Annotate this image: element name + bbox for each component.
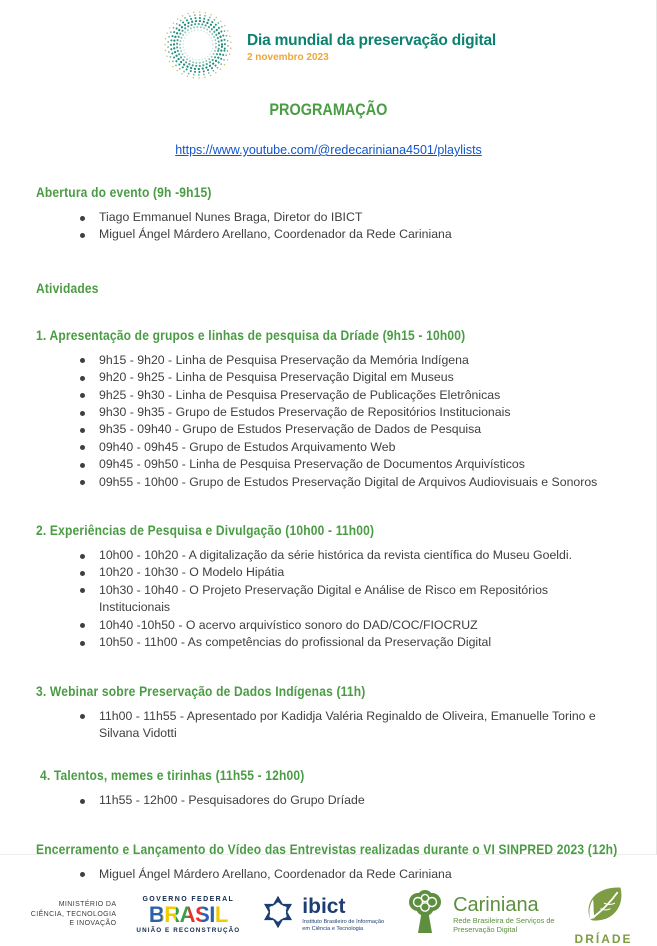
section-2 — [36, 522, 621, 651]
agenda-item: 9h15 - 9h20 - Linha de Pesquisa Preservação da Memória Indígena — [80, 352, 621, 369]
agenda-item: Tiago Emmanuel Nunes Braga, Diretor do IBICT — [80, 209, 621, 226]
agenda-item: Miguel Ángel Márdero Arellano, Coordenador da Rede Cariniana — [80, 866, 621, 883]
cariniana-logo — [404, 889, 554, 940]
section-heading: 1. Apresentação de grupos e linhas de pesquisa da Dríade (9h15 - 10h00) — [36, 326, 466, 343]
ibict-subtitle: em Ciência e Tecnologia — [302, 925, 364, 932]
section-heading: 2. Experiências de Pesquisa e Divulgação (10h00 - 11h00) — [36, 522, 375, 539]
agenda-item: 10h40 -10h50 - O acervo arquivístico sonoro do DAD/COC/FIOCRUZ — [80, 617, 621, 634]
agenda-item: 10h50 - 11h00 - As competências do profissional da Preservação Digital — [80, 634, 621, 651]
agenda-item: 10h00 - 10h20 - A digitalização da série histórica da revista científica do Museu Goeldi. — [80, 547, 621, 564]
section-closing — [36, 841, 621, 883]
agenda-list — [36, 547, 621, 651]
agenda-item: 11h55 - 12h00 - Pesquisadores do Grupo Dríade — [80, 792, 621, 809]
driade-leaf-icon — [582, 883, 626, 930]
ibict-star-icon — [260, 894, 296, 935]
brasil-wordmark: BRASIL — [148, 901, 228, 927]
ministry-line: MINISTÉRIO DA — [58, 901, 117, 909]
driade-logo — [575, 883, 633, 946]
section-1 — [36, 327, 621, 491]
agenda-item: 09h55 - 10h00 - Grupo de Estudos Preservação Digital de Arquivos Audiovisuais e Sonoros — [80, 474, 621, 491]
section-4 — [36, 767, 621, 809]
driade-wordmark: DRÍADE — [574, 932, 633, 946]
cariniana-tree-icon — [404, 889, 446, 940]
agenda-list — [36, 708, 621, 743]
ministry-line: CIÊNCIA, TECNOLOGIA — [30, 910, 117, 918]
playlist-link-row — [0, 143, 657, 157]
agenda-item: 9h25 - 9h30 - Linha de Pesquisa Preservação de Publicações Eletrônicas — [80, 387, 621, 404]
agenda-item: 9h20 - 9h25 - Linha de Pesquisa Preservação Digital em Museus — [80, 369, 621, 386]
program-body — [0, 157, 657, 883]
uniao-reconstrucao-label: UNIÃO E RECONSTRUÇÃO — [136, 926, 241, 934]
agenda-item: 11h00 - 11h55 - Apresentado por Kadidja Valéria Reginaldo de Oliveira, Emanuelle Torino e Silvana Vidotti — [80, 708, 621, 743]
section-heading: 4. Talentos, memes e tirinhas (11h55 - 12h00) — [40, 767, 305, 784]
governo-federal-label: GOVERNO FEDERAL — [142, 895, 235, 903]
activities-heading: Atividades — [36, 279, 99, 296]
program-heading: PROGRAMAÇÃO — [269, 100, 388, 119]
section-heading: 3. Webinar sobre Preservação de Dados Indígenas (11h) — [36, 682, 366, 699]
cariniana-wordmark: Cariniana — [453, 894, 539, 917]
agenda-item: 9h30 - 9h35 - Grupo de Estudos Preservação de Repositórios Institucionais — [80, 404, 621, 421]
page-header — [0, 0, 657, 86]
agenda-item: Miguel Ángel Márdero Arellano, Coordenador da Rede Cariniana — [80, 226, 621, 243]
agenda-item: 10h30 - 10h40 - O Projeto Preservação Digital e Análise de Risco em Repositórios Institucionais — [80, 582, 621, 617]
youtube-playlist-link[interactable]: https://www.youtube.com/@redecariniana4501/playlists — [175, 143, 482, 157]
section-3 — [36, 683, 621, 743]
agenda-item: 10h20 - 10h30 - O Modelo Hipátia — [80, 564, 621, 581]
ibict-subtitle: Instituto Brasileiro de Informação — [302, 918, 385, 925]
agenda-item: 9h35 - 09h40 - Grupo de Estudos Preservação de Dados de Pesquisa — [80, 421, 621, 438]
agenda-list — [36, 209, 621, 244]
agenda-list — [36, 352, 621, 491]
agenda-list — [36, 866, 621, 883]
agenda-item: 09h45 - 09h50 - Linha de Pesquisa Preservação de Documentos Arquivísticos — [80, 456, 621, 473]
section-heading: Encerramento e Lançamento do Vídeo das Entrevistas realizadas durante o VI SINPRED 2023 (12h) — [36, 840, 618, 857]
event-date: 2 novembro 2023 — [246, 51, 329, 63]
ibict-logo — [260, 894, 384, 935]
governo-federal-logo — [136, 896, 240, 934]
ibict-wordmark: ibict — [302, 894, 346, 918]
cariniana-subtitle: Preservação Digital — [453, 924, 518, 934]
partner-logos-footer — [0, 883, 657, 946]
cariniana-subtitle: Rede Brasileira de Serviços de — [453, 916, 555, 926]
ministry-logo — [24, 900, 116, 929]
agenda-item: 09h40 - 09h45 - Grupo de Estudos Arquivamento Web — [80, 439, 621, 456]
section-heading: Abertura do evento (9h -9h15) — [36, 184, 212, 200]
ministry-line: E INOVAÇÃO — [69, 920, 117, 928]
agenda-list — [36, 792, 621, 809]
section-opening — [36, 184, 621, 244]
event-title: Dia mundial da preservação digital — [246, 31, 497, 49]
wdpd-dotted-ring-logo — [161, 8, 235, 87]
